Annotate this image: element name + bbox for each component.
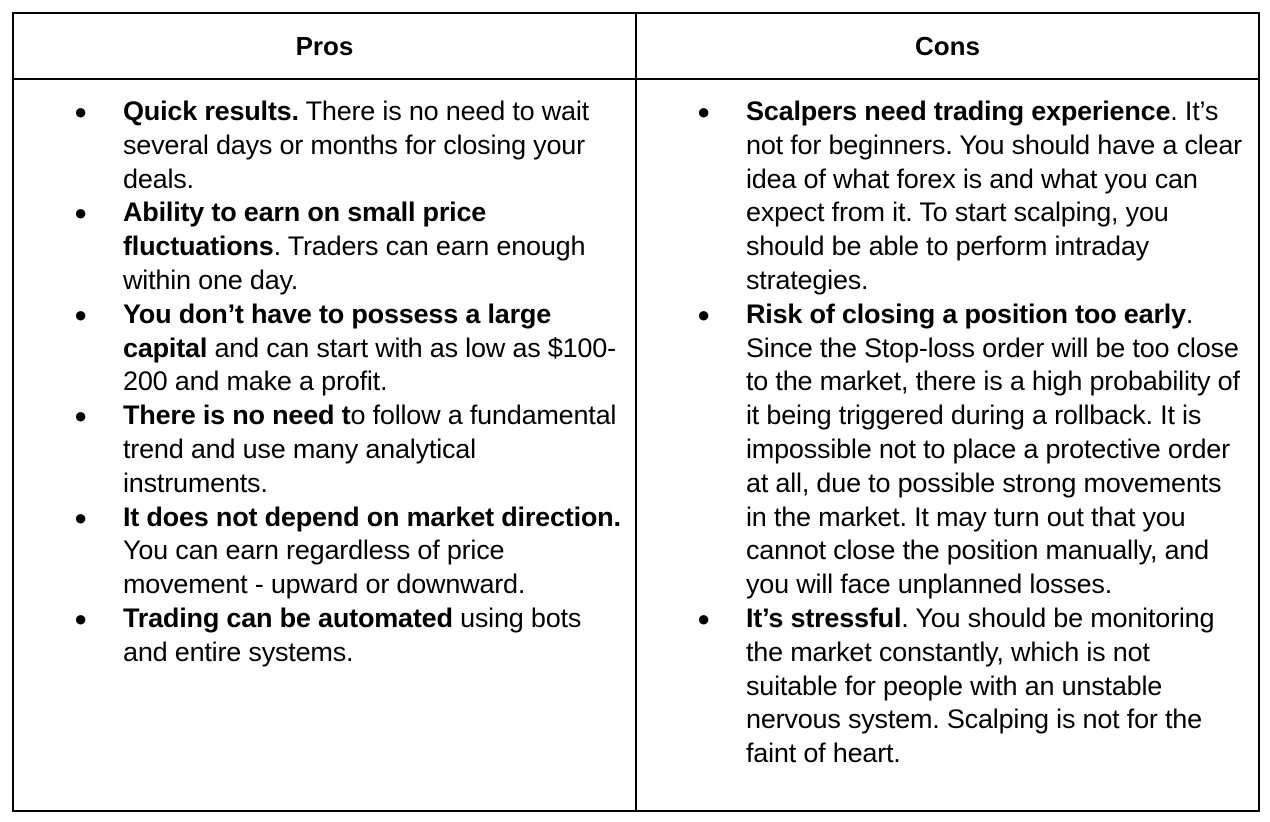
pros-item-text: using bots and entire systems. <box>123 602 582 667</box>
pros-item-text: o follow a fundamental trend and use many analytical instruments. <box>123 400 617 498</box>
cons-item-bold: Risk of closing a position too early <box>746 298 1186 329</box>
pros-item <box>74 298 624 399</box>
pros-item-bold: Quick results. <box>123 96 299 126</box>
pros-cell <box>13 79 636 811</box>
cons-list <box>638 81 1257 771</box>
pros-list <box>15 81 634 670</box>
pros-item <box>74 399 624 500</box>
bullet-icon: ● <box>74 403 88 429</box>
cons-item <box>697 298 1247 602</box>
cons-item <box>697 602 1247 771</box>
bullet-icon: ● <box>697 301 711 327</box>
cons-cell <box>636 79 1259 811</box>
bullet-icon: ● <box>74 301 88 327</box>
cons-item-text: . You should be monitoring the market constantly, which is not suitable for people with an unstable nervous system. Scalping is not for the faint of heart. <box>746 602 1215 769</box>
cons-item-bold: It’s stressful <box>746 602 902 633</box>
cons-item-text: . It’s not for beginners. You should have a clear idea of what forex is and what you can expect from it. To start scalping, you should be able to perform intraday strategies. <box>746 96 1242 295</box>
pros-item-bold: There is no need t <box>123 400 351 431</box>
pros-header: Pros <box>13 13 636 79</box>
pros-cons-table-container <box>12 12 1258 812</box>
bullet-icon: ● <box>697 99 711 124</box>
pros-item-text: and can start with as low as $100-200 and make a profit. <box>123 332 616 397</box>
pros-item <box>74 602 624 670</box>
header-row <box>13 13 1259 79</box>
bullet-icon: ● <box>74 200 88 226</box>
cons-item-bold: Scalpers need trading experience <box>746 96 1171 126</box>
pros-item <box>74 95 624 196</box>
pros-item-bold: Trading can be automated <box>123 602 453 633</box>
pros-item <box>74 196 624 297</box>
pros-item-bold: It does not depend on market direction. <box>123 501 621 532</box>
pros-cons-table <box>12 12 1260 812</box>
bullet-icon: ● <box>697 605 711 631</box>
pros-item-bold: You don’t have to possess a large capital <box>123 298 552 363</box>
pros-item-text: . Traders can earn enough within one day. <box>123 231 586 295</box>
pros-item <box>74 501 624 602</box>
bullet-icon: ● <box>74 605 88 631</box>
cons-item-text: . Since the Stop-loss order will be too close to the market, there is a high probability of it being triggered during a rollback. It is impossible not to place a protective order at all, due to possible strong movements in the market. It may turn out that you cannot close the position manually, and you will face unplanned losses. <box>746 298 1240 600</box>
pros-item-text: You can earn regardless of price movement - upward or downward. <box>123 535 526 600</box>
bullet-icon: ● <box>74 99 88 124</box>
pros-item-text: There is no need to wait several days or months for closing your deals. <box>123 96 589 194</box>
cons-item <box>697 95 1247 298</box>
cons-header: Cons <box>636 13 1259 79</box>
bullet-icon: ● <box>74 504 88 530</box>
content-row <box>13 79 1259 811</box>
pros-item-bold: Ability to earn on small price fluctuations <box>123 197 487 262</box>
